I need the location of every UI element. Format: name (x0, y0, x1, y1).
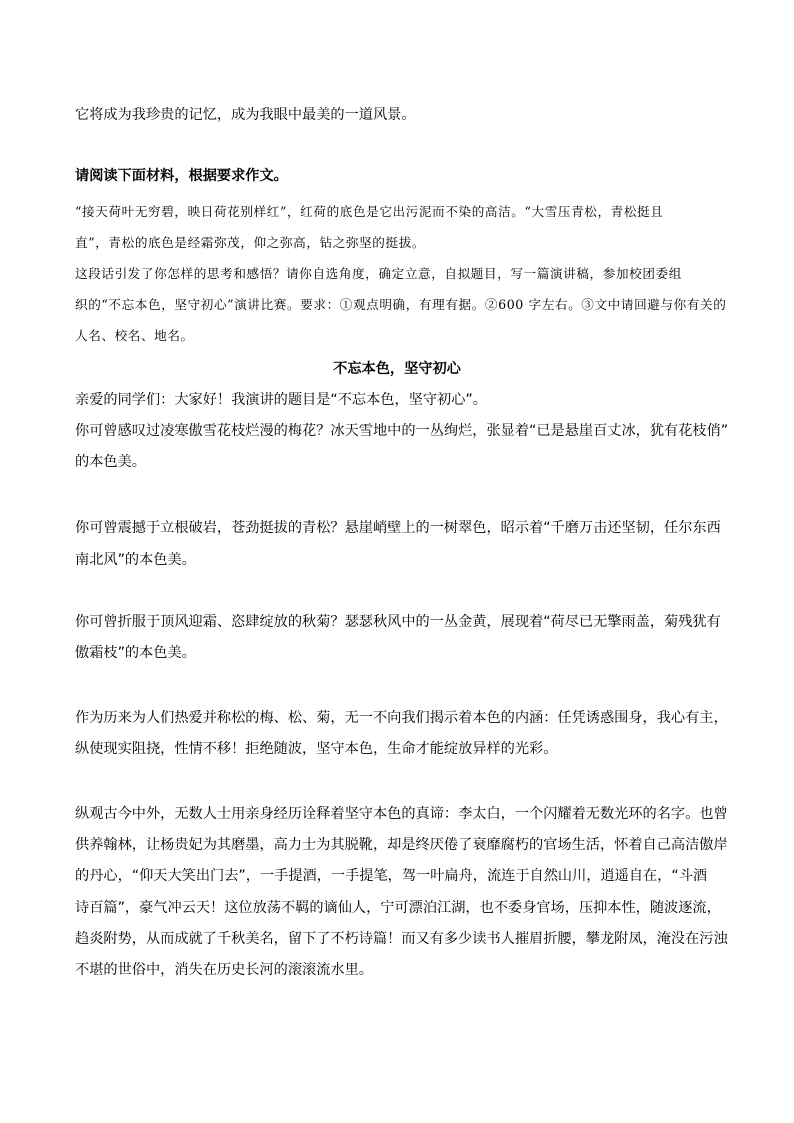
essay-line: 傲霜枝”的本色美。 (75, 645, 196, 661)
prompt-line: “接天荷叶无穷碧，映日荷花别样红”，红荷的底色是它出污泥而不染的高洁。“大雪压青松，青松挺且 (75, 204, 664, 219)
prompt-line: 织的“不忘本色，坚守初心”演讲比赛。要求：①观点明确，有理有据。②600 字左右。③文中请回避与你有关的 (75, 297, 727, 312)
prompt-line: 直”，青松的底色是经霜弥茂，仰之弥高，钻之弥坚的挺拔。 (75, 235, 426, 250)
instruction-heading: 请阅读下面材料，根据要求作文。 (75, 168, 288, 184)
essay-line: 你可曾感叹过凌寒傲雪花枝烂漫的梅花？冰天雪地中的一丛绚烂，张显着“已是悬崖百丈冰，犹有花枝俏” (75, 423, 729, 439)
essay-line: 的丹心，“仰天大笑出门去”，一手提酒，一手提笔，驾一叶扁舟，流连于自然山川，逍遥自在，“斗酒 (75, 868, 708, 884)
essay-line: 供养翰林，让杨贵妃为其磨墨，高力士为其脱靴，却是终厌倦了衰靡腐朽的官场生活，怀着自己高洁傲岸 (75, 837, 728, 853)
essay-title: 不忘本色，坚守初心 (333, 361, 461, 377)
essay-line: 纵观古今中外，无数人士用亲身经历诠释着坚守本色的真谛：李太白，一个闪耀着无数光环的名字。也曾 (75, 806, 728, 822)
essay-line: 趋炎附势，从而成就了千秋美名，留下了不朽诗篇！而又有多少读书人摧眉折腰，攀龙附凤，淹没在污浊 (75, 931, 728, 947)
intro-line: 它将成为我珍贵的记忆，成为我眼中最美的一道风景。 (75, 107, 416, 123)
essay-line: 的本色美。 (75, 454, 146, 470)
essay-line: 作为历来为人们热爱并称松的梅、松、菊，无一不向我们揭示着本色的内涵：任凭诱惑围身，我心有主， (75, 710, 728, 726)
essay-line: 亲爱的同学们：大家好！我演讲的题目是“不忘本色，坚守初心”。 (75, 392, 487, 408)
prompt-line: 这段话引发了你怎样的思考和感悟？请你自选角度，确定立意，自拟题目，写一篇演讲稿，参加校团委组 (75, 266, 682, 281)
essay-line: 诗百篇”，豪气冲云天！这位放荡不羁的谪仙人，宁可漂泊江湖，也不委身官场，压抑本性，随波逐流， (75, 900, 721, 916)
essay-line: 纵使现实阻挠，性情不移！拒绝随波，坚守本色，生命才能绽放异样的光彩。 (75, 741, 558, 757)
essay-line: 你可曾折服于顶风迎霜、恣肆绽放的秋菊？瑟瑟秋风中的一丛金黄，展现着“荷尽已无擎雨盖，菊残犹有 (75, 614, 721, 630)
essay-line: 你可曾震撼于立根破岩，苍劲挺拔的青松？悬崖峭壁上的一树翠色，昭示着“千磨万击还坚韧，任尔东西 (75, 520, 721, 536)
essay-line: 南北风”的本色美。 (75, 552, 196, 568)
prompt-line: 人名、校名、地名。 (75, 328, 194, 343)
essay-line: 不堪的世俗中，消失在历史长河的滚滚流水里。 (75, 962, 373, 978)
